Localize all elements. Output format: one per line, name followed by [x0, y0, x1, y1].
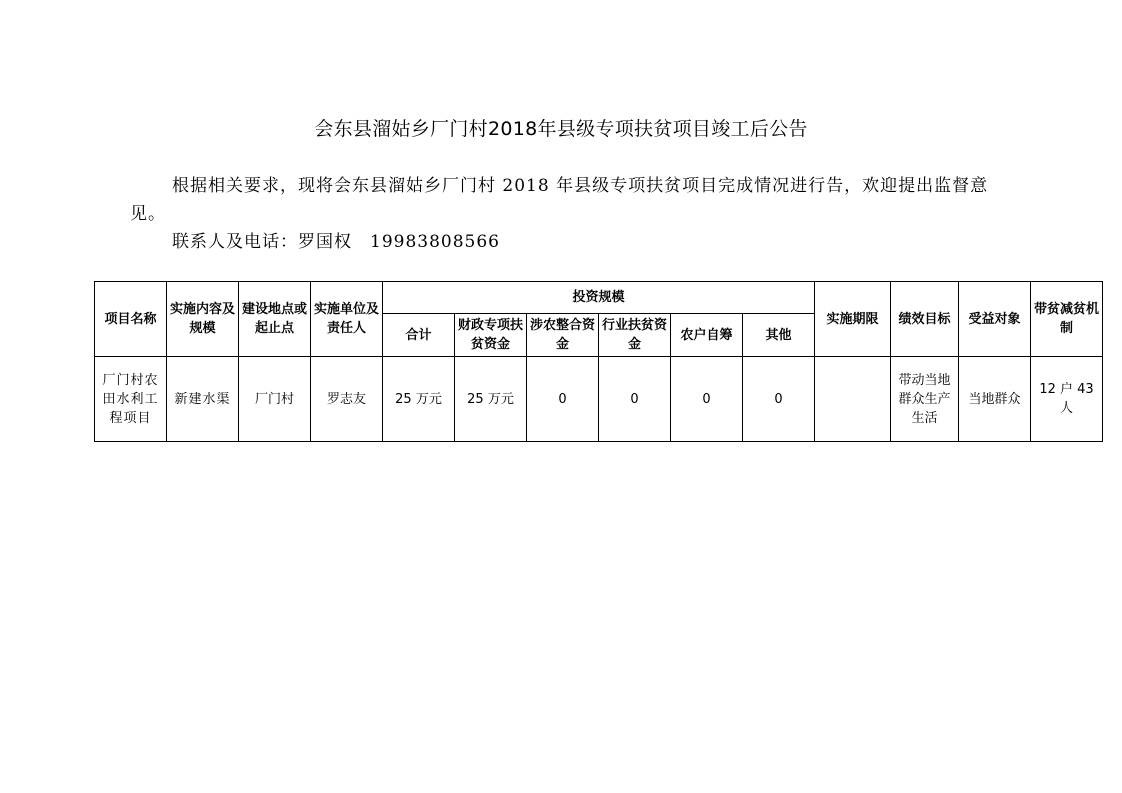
- header-fiscal: 财政专项扶贫资金: [455, 314, 527, 357]
- header-project-name: 项目名称: [95, 282, 167, 357]
- contact-label: 联系人及电话：罗国权: [172, 232, 352, 252]
- header-goal: 绩效目标: [891, 282, 959, 357]
- header-other: 其他: [743, 314, 815, 357]
- table-row: [95, 357, 1103, 442]
- project-table: [94, 281, 1103, 442]
- cell-content: 新建水渠: [167, 357, 239, 442]
- cell-mechanism: 12 户 43 人: [1031, 357, 1103, 442]
- cell-location: 厂门村: [239, 357, 311, 442]
- cell-project-name: 厂门村农田水利工程项目: [95, 357, 167, 442]
- cell-unit: 罗志友: [311, 357, 383, 442]
- header-self: 农户自筹: [671, 314, 743, 357]
- table-header-row: [95, 282, 1103, 314]
- cell-period: [815, 357, 891, 442]
- cell-other: 0: [743, 357, 815, 442]
- cell-beneficiary: 当地群众: [959, 357, 1031, 442]
- header-location: 建设地点或起止点: [239, 282, 311, 357]
- cell-industry: 0: [599, 357, 671, 442]
- header-unit: 实施单位及责任人: [311, 282, 383, 357]
- header-mechanism: 带贫减贫机制: [1031, 282, 1103, 357]
- header-investment: 投资规模: [383, 282, 815, 314]
- page-title: 会东县溜姑乡厂门村2018年县级专项扶贫项目竣工后公告: [314, 118, 808, 140]
- cell-agri: 0: [527, 357, 599, 442]
- cell-goal: 带动当地群众生产生活: [891, 357, 959, 442]
- header-beneficiary: 受益对象: [959, 282, 1031, 357]
- header-agri: 涉农整合资金: [527, 314, 599, 357]
- contact-phone: 19983808566: [370, 232, 500, 252]
- header-industry: 行业扶贫资金: [599, 314, 671, 357]
- contact-line: [172, 228, 1042, 256]
- header-content: 实施内容及规模: [167, 282, 239, 357]
- cell-self: 0: [671, 357, 743, 442]
- header-period: 实施期限: [815, 282, 891, 357]
- cell-fiscal: 25 万元: [455, 357, 527, 442]
- intro-paragraph: 根据相关要求，现将会东县溜姑乡厂门村 2018 年县级专项扶贫项目完成情况进行告，欢迎提出监督意见。: [130, 176, 989, 224]
- header-total: 合计: [383, 314, 455, 357]
- cell-total: 25 万元: [383, 357, 455, 442]
